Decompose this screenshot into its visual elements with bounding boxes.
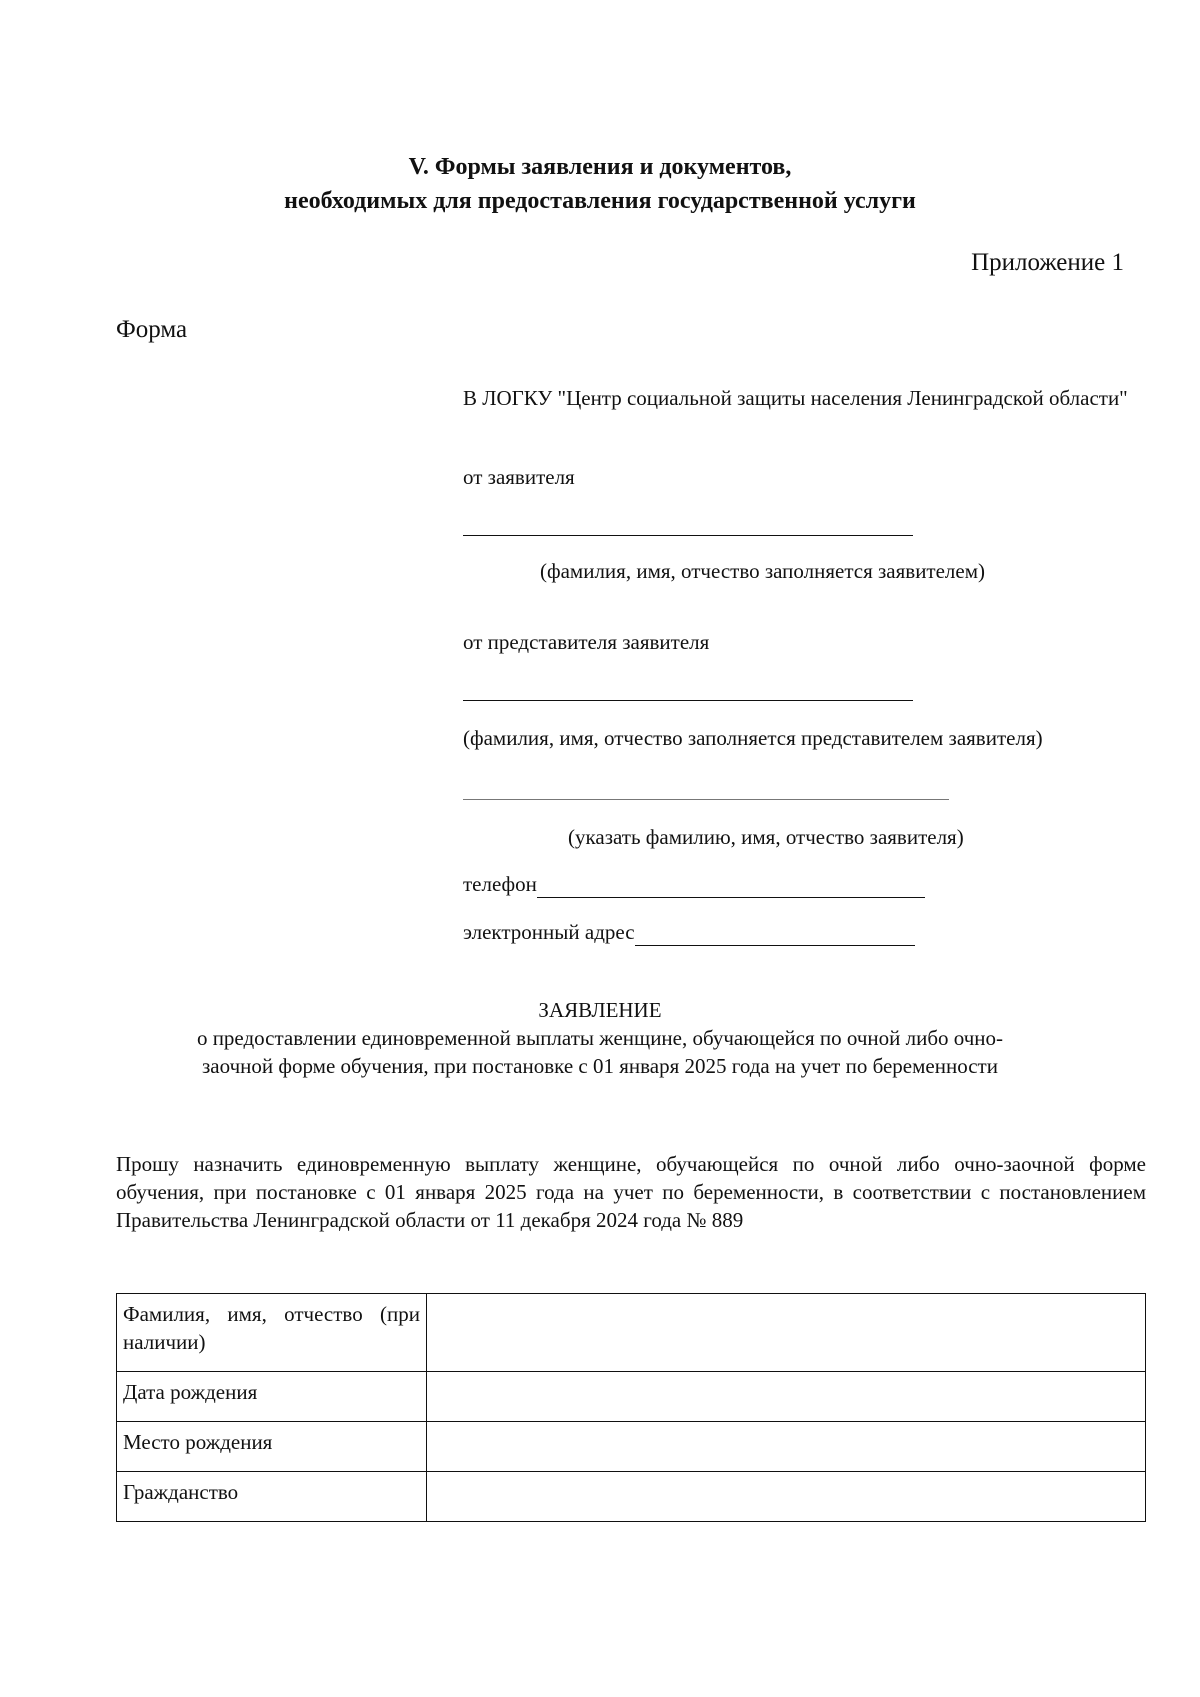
- row-label-birth-date: Дата рождения: [117, 1372, 427, 1422]
- row-label-full-name: Фамилия, имя, отчество (при наличии): [117, 1294, 427, 1372]
- row-label-citizenship: Гражданство: [117, 1472, 427, 1522]
- statement-subtitle-line2: заочной форме обучения, при постановке с 01 января 2025 года на учет по беременности: [202, 1054, 998, 1078]
- email-label: электронный адрес: [463, 920, 635, 944]
- addressee-to: В ЛОГКУ "Центр социальной защиты населения Ленинградской области": [463, 386, 1128, 410]
- section-heading-line1: V. Формы заявления и документов,: [408, 154, 792, 180]
- request-text: Прошу назначить единовременную выплату женщине, обучающейся по очной либо очно-заочной форме обучения, при постановке с 01 января 2025 года на учет по беременности, в соответствии с постановлением Правительства Ленинградской области от 11 декабря 2024 года № 889: [116, 1152, 1146, 1232]
- form-label: Форма: [116, 316, 188, 343]
- email-line[interactable]: [635, 923, 915, 946]
- row-label-birth-place: Место рождения: [117, 1422, 427, 1472]
- applicant-hint: (фамилия, имя, отчество заполняется заявителем): [540, 559, 986, 583]
- from-representative-label: от представителя заявителя: [463, 630, 710, 654]
- applicant-name-hint: (указать фамилию, имя, отчество заявителя): [568, 825, 964, 849]
- applicant-name-line[interactable]: [463, 535, 913, 536]
- appendix-label: Приложение 1: [971, 249, 1124, 276]
- section-heading-line2: необходимых для предоставления государственной услуги: [284, 188, 916, 214]
- row-value-birth-place[interactable]: [427, 1422, 1146, 1472]
- representative-hint: (фамилия, имя, отчество заполняется представителем заявителя): [463, 726, 1043, 750]
- phone-line[interactable]: [537, 875, 925, 898]
- applicant-data-table: [116, 1293, 1146, 1522]
- statement-subtitle-line1: о предоставлении единовременной выплаты женщине, обучающейся по очной либо очно-: [196, 1026, 1004, 1050]
- representative-name-line[interactable]: [463, 700, 913, 701]
- table-row: [117, 1372, 1146, 1422]
- from-applicant-label: от заявителя: [463, 465, 575, 489]
- table-row: [117, 1472, 1146, 1522]
- row-value-birth-date[interactable]: [427, 1372, 1146, 1422]
- table-row: [117, 1294, 1146, 1372]
- statement-title: ЗАЯВЛЕНИЕ: [538, 998, 662, 1022]
- row-value-citizenship[interactable]: [427, 1472, 1146, 1522]
- table-row: [117, 1422, 1146, 1472]
- phone-label: телефон: [463, 872, 537, 896]
- row-value-full-name[interactable]: [427, 1294, 1146, 1372]
- phone-field: [463, 870, 925, 898]
- email-field: [463, 918, 915, 946]
- applicant-fullname-line[interactable]: [463, 799, 949, 800]
